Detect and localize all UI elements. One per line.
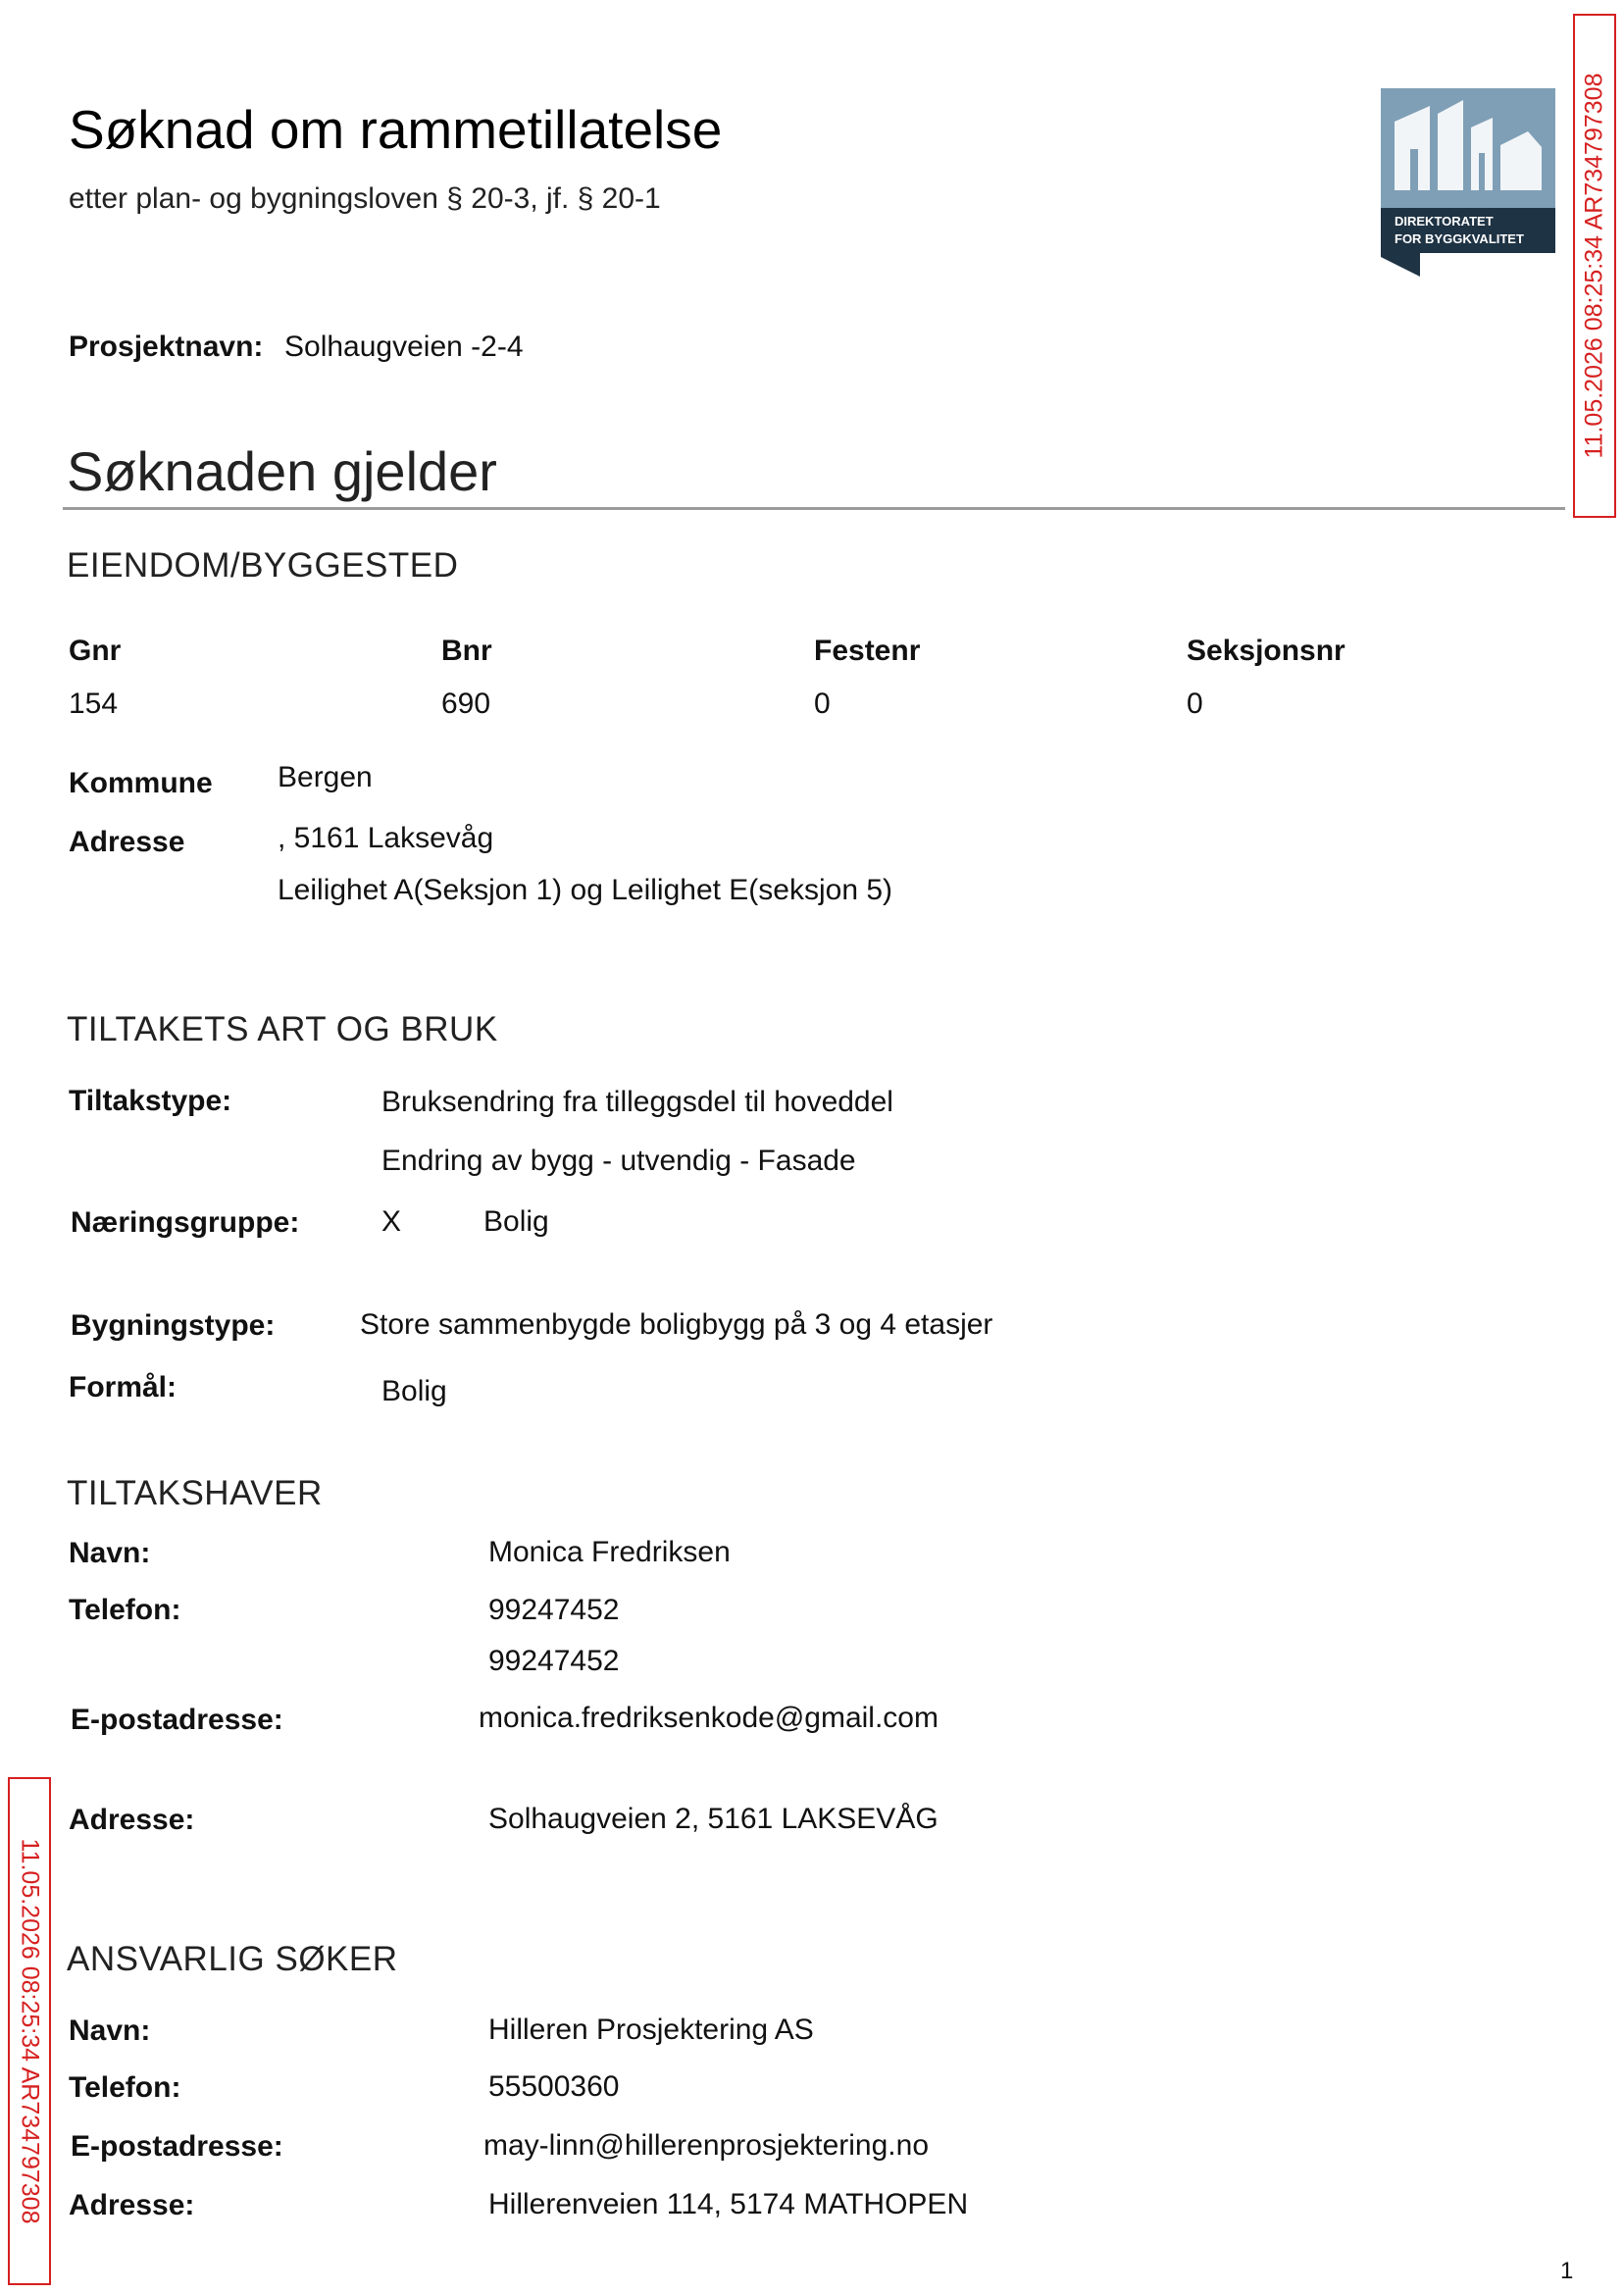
- formal-value: Bolig: [381, 1375, 447, 1407]
- bnr-value: 690: [441, 688, 491, 720]
- measure-heading: TILTAKETS ART OG BRUK: [67, 1010, 498, 1048]
- kommune-value: Bergen: [278, 761, 373, 793]
- owner-epost-label: E-postadresse:: [71, 1704, 283, 1736]
- owner-adresse-value: Solhaugveien 2, 5161 LAKSEVÅG: [488, 1803, 939, 1835]
- bygningstype-label: Bygningstype:: [71, 1309, 276, 1342]
- dibk-logo: [1381, 88, 1555, 277]
- logo-text-line1: DIREKTORATET: [1395, 214, 1494, 229]
- tiltakstype-label: Tiltakstype:: [69, 1085, 232, 1117]
- receipt-stamp-bottom-text: 11.05.2026 08:25:34 AR734797308: [16, 1838, 44, 2224]
- owner-telefon-label: Telefon:: [69, 1594, 181, 1626]
- kommune-label: Kommune: [69, 767, 213, 799]
- owner-telefon-value-2: 99247452: [488, 1645, 620, 1677]
- applies-heading: Søknaden gjelder: [67, 440, 497, 502]
- document-title: Søknad om rammetillatelse: [69, 99, 723, 160]
- applicant-epost-label: E-postadresse:: [71, 2130, 283, 2163]
- page-number: 1: [1560, 2258, 1574, 2284]
- naeringsgruppe-code: X: [381, 1205, 402, 1238]
- adresse-label: Adresse: [69, 826, 185, 858]
- applicant-epost-value: may-linn@hillerenprosjektering.no: [483, 2129, 929, 2162]
- adresse-line1: , 5161 Laksevåg: [278, 822, 494, 854]
- festenr-value: 0: [814, 688, 831, 720]
- project-name-value: Solhaugveien -2-4: [284, 331, 524, 363]
- tiltakstype-value-1: Bruksendring fra tilleggsdel til hoveddel: [381, 1086, 893, 1118]
- festenr-header: Festenr: [814, 635, 921, 667]
- receipt-stamp-top: [1573, 14, 1616, 518]
- gnr-value: 154: [69, 688, 119, 720]
- logo-text-line2: FOR BYGGKVALITET: [1395, 231, 1524, 246]
- bnr-header: Bnr: [441, 635, 492, 667]
- applicant-telefon-value: 55500360: [488, 2070, 620, 2103]
- applicant-adresse-label: Adresse:: [69, 2189, 195, 2221]
- receipt-stamp-bottom: [8, 1777, 51, 2285]
- tiltakstype-value-2: Endring av bygg - utvendig - Fasade: [381, 1145, 856, 1177]
- owner-epost-value: monica.fredriksenkode@gmail.com: [479, 1702, 939, 1734]
- receipt-stamp-top-text: 11.05.2026 08:25:34 AR734797308: [1580, 73, 1608, 459]
- owner-navn-label: Navn:: [69, 1537, 151, 1569]
- applicant-adresse-value: Hillerenveien 114, 5174 MATHOPEN: [488, 2188, 969, 2220]
- heading-divider: [63, 507, 1565, 510]
- owner-telefon-value-1: 99247452: [488, 1594, 620, 1626]
- naeringsgruppe-label: Næringsgruppe:: [71, 1206, 300, 1239]
- naeringsgruppe-value: Bolig: [483, 1205, 549, 1238]
- owner-heading: TILTAKSHAVER: [67, 1474, 323, 1512]
- applicant-navn-label: Navn:: [69, 2014, 151, 2047]
- formal-label: Formål:: [69, 1371, 178, 1403]
- seksjonsnr-value: 0: [1187, 688, 1203, 720]
- gnr-header: Gnr: [69, 635, 122, 667]
- logo-icon: [1381, 88, 1555, 277]
- document-subtitle: etter plan- og bygningsloven § 20-3, jf. § 20-1: [69, 182, 661, 215]
- owner-navn-value: Monica Fredriksen: [488, 1536, 731, 1568]
- adresse-line2: Leilighet A(Seksjon 1) og Leilighet E(seksjon 5): [278, 874, 893, 906]
- project-name-label: Prosjektnavn:: [69, 331, 264, 363]
- property-heading: EIENDOM/BYGGESTED: [67, 546, 459, 585]
- seksjonsnr-header: Seksjonsnr: [1187, 635, 1345, 667]
- applicant-telefon-label: Telefon:: [69, 2071, 181, 2104]
- bygningstype-value: Store sammenbygde boligbygg på 3 og 4 etasjer: [360, 1308, 993, 1341]
- applicant-heading: ANSVARLIG SØKER: [67, 1940, 398, 1978]
- owner-adresse-label: Adresse:: [69, 1804, 195, 1836]
- applicant-navn-value: Hilleren Prosjektering AS: [488, 2014, 814, 2046]
